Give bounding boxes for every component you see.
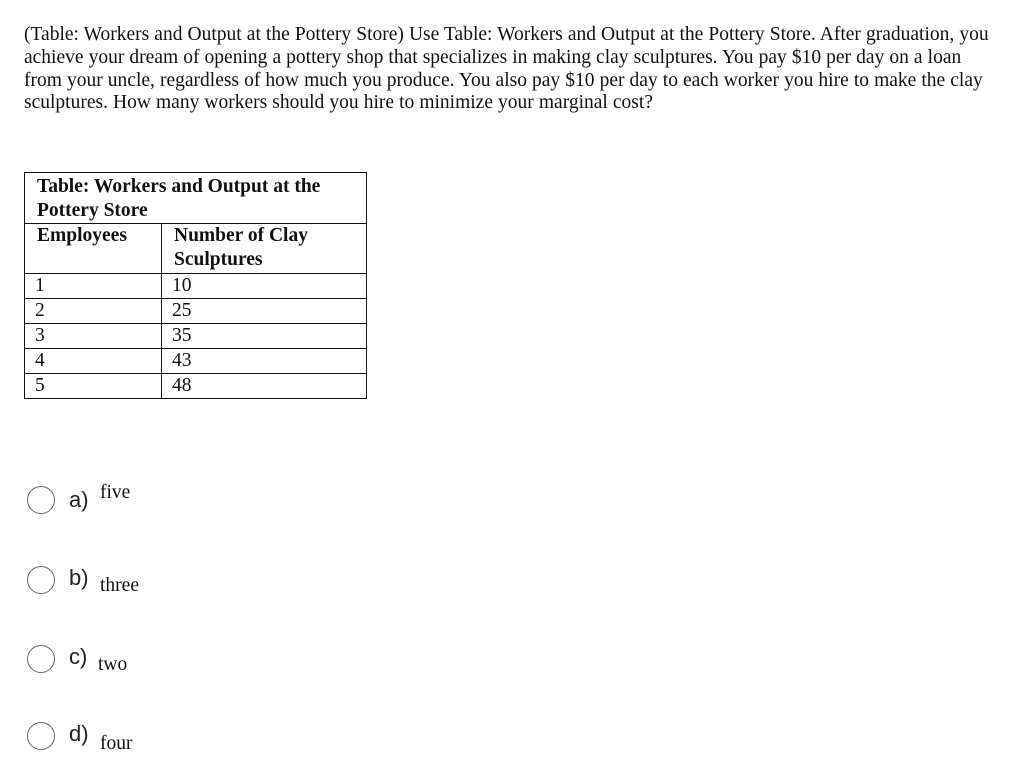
employees-cell: 1: [25, 274, 162, 299]
employees-cell: 4: [25, 349, 162, 374]
table-row: [25, 274, 367, 299]
employees-cell: 5: [25, 374, 162, 399]
sculptures-cell: 48: [162, 374, 367, 399]
header-employees: Employees: [25, 224, 162, 274]
header-sculptures: Number of Clay Sculptures: [162, 224, 367, 274]
employees-cell: 3: [25, 324, 162, 349]
option-d-text[interactable]: four: [100, 733, 133, 754]
sculptures-cell: 35: [162, 324, 367, 349]
question-text: (Table: Workers and Output at the Pottery Store) Use Table: Workers and Output at the Pottery Store. After graduation, you achieve your dream of opening a pottery shop that specializes in making clay sculptures. You pay $10 per day on a loan from your uncle, regardless of how much you produce. You also pay $10 per day to each worker you hire to make the clay sculptures. How many workers should you hire to minimize your marginal cost?: [24, 24, 989, 114]
table-caption: Table: Workers and Output at the Pottery Store: [25, 173, 367, 224]
table-row: [25, 349, 367, 374]
workers-output-table: [24, 172, 367, 399]
option-a-radio[interactable]: [27, 486, 55, 514]
option-a-letter: a): [69, 487, 89, 512]
option-b-letter: b): [69, 565, 89, 590]
table-caption-row: [25, 173, 367, 224]
option-a-text[interactable]: five: [100, 482, 131, 503]
sculptures-cell: 43: [162, 349, 367, 374]
option-c-radio[interactable]: [27, 645, 55, 673]
table-header-row: [25, 224, 367, 274]
option-c-text[interactable]: two: [98, 654, 128, 675]
option-c-letter: c): [69, 644, 88, 669]
option-d-letter: d): [69, 721, 89, 746]
option-b-radio[interactable]: [27, 566, 55, 594]
option-d-radio[interactable]: [27, 722, 55, 750]
employees-cell: 2: [25, 299, 162, 324]
sculptures-cell: 10: [162, 274, 367, 299]
table-row: [25, 324, 367, 349]
option-b-text[interactable]: three: [100, 575, 139, 596]
table-row: [25, 374, 367, 399]
sculptures-cell: 25: [162, 299, 367, 324]
table-row: [25, 299, 367, 324]
